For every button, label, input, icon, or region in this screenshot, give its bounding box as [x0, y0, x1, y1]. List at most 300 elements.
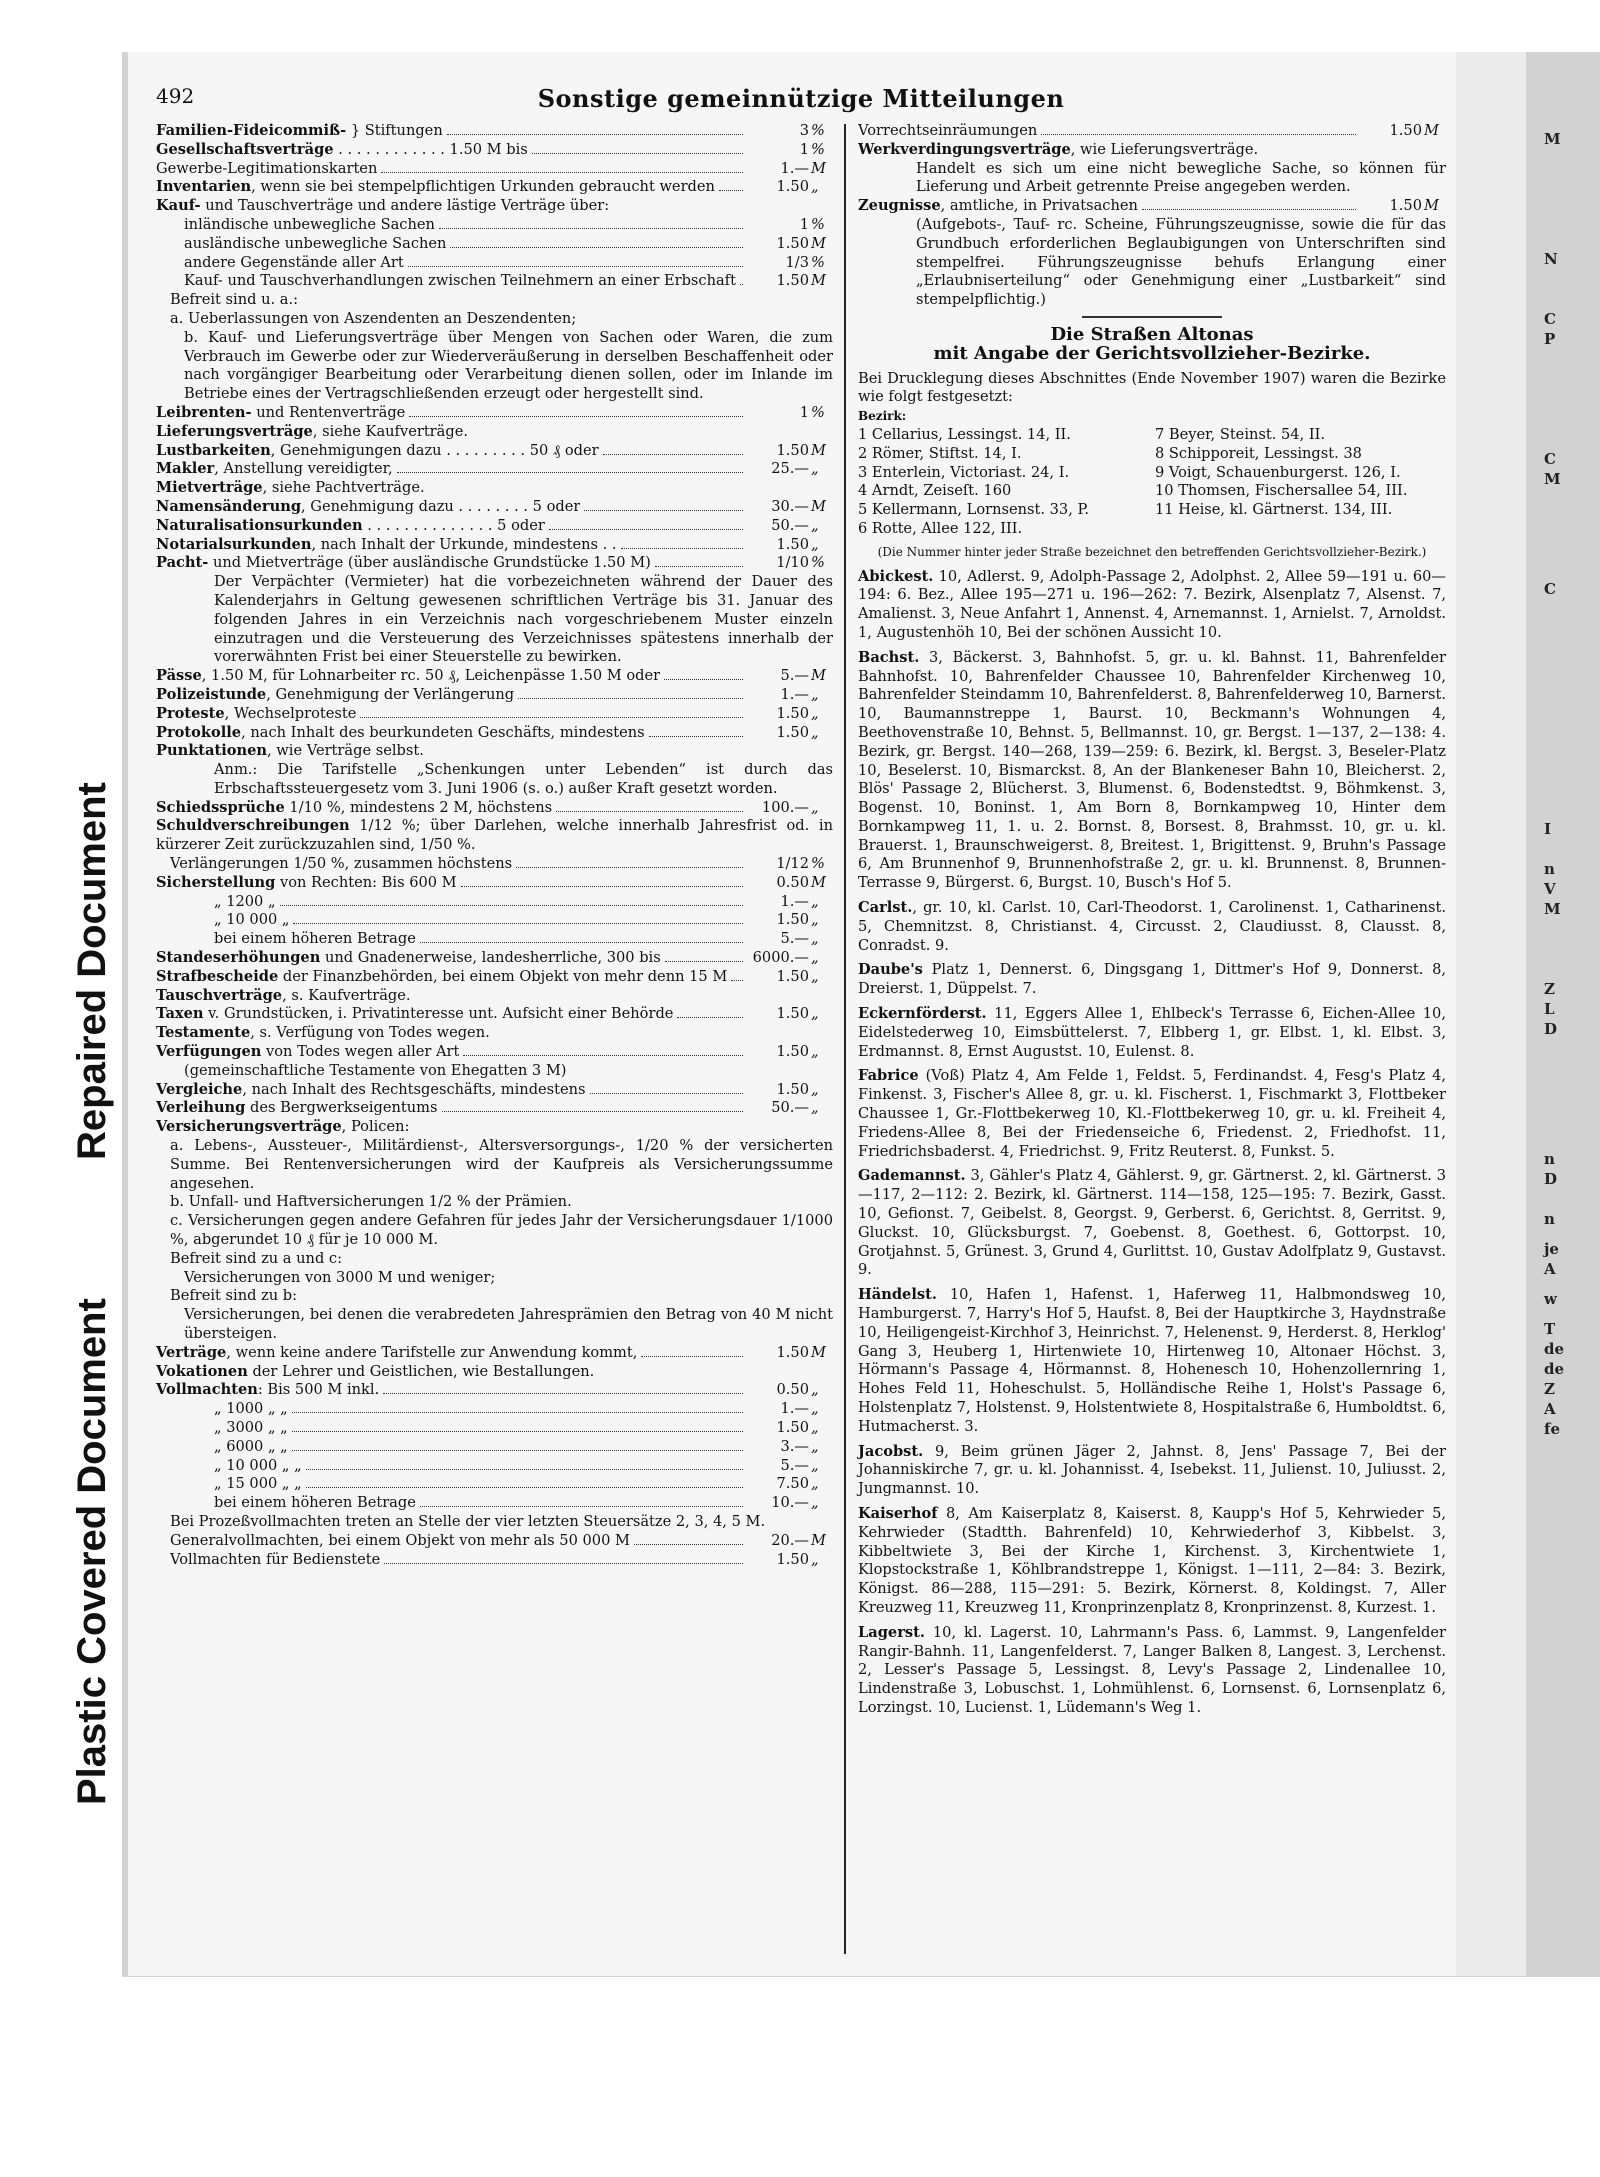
- street-headword: Eckernförderst.: [858, 1005, 987, 1023]
- tariff-entry-row: [156, 536, 833, 555]
- tariff-entry-row: [156, 1287, 833, 1306]
- tariff-entry-unit: „: [811, 1437, 819, 1455]
- tariff-entry-text: Testamente, s. Verfügung von Todes wegen.: [156, 1024, 490, 1042]
- tariff-entry-text: „ 1200 „: [214, 892, 276, 910]
- tariff-entry-headword: Naturalisationsurkunden: [156, 516, 363, 534]
- tariff-entry-text: b. Kauf- und Lieferungsverträge über Mengen von Sachen oder Waren, die zum Verbrauch im Gewerbe oder zur Wiederveräußerung in derselben Beschaffenheit oder nach vorgängiger Bearbeitung oder Verarbeitung dienen sollen, oder im Inlande im Betriebe eines der Vertragschließenden erzeugt oder hergestellt sind.: [184, 328, 833, 403]
- tariff-entry-text: Anm.: Die Tarifstelle „Schenkungen unter Lebenden“ ist durch das Erbschaftssteuergesetz vom 3. Juni 1906 (s. o.) außer Kraft gesetzt worden.: [214, 761, 833, 797]
- tariff-entry-headword: Proteste: [156, 704, 225, 722]
- tariff-entry-value: 1.—: [780, 685, 809, 703]
- tariff-entry-unit: „: [811, 178, 819, 196]
- tariff-entry-unit: „: [811, 1005, 819, 1023]
- tariff-entry-text: Sicherstellung von Rechten: Bis 600 M: [156, 873, 457, 891]
- right-column-top-entries: [858, 122, 1446, 310]
- tariff-entry-unit: „: [811, 1080, 819, 1098]
- tariff-entry-row: [156, 1344, 833, 1363]
- tariff-entry-value: 5.—: [780, 1456, 809, 1474]
- adjacent-page-letter: L: [1544, 1000, 1555, 1018]
- tariff-entry-unit: „: [811, 723, 819, 741]
- tariff-entry-unit: M: [811, 272, 826, 290]
- tariff-entry-row: [156, 310, 833, 329]
- tariff-entry-headword: Inventarien: [156, 178, 252, 196]
- tariff-entry-headword: Protokolle: [156, 723, 242, 741]
- tariff-entry-headword: Pacht-: [156, 554, 209, 572]
- tariff-entry-text: Inventarien, wenn sie bei stempelpflichtigen Urkunden gebraucht werden: [156, 178, 715, 196]
- leader-dots: [447, 122, 743, 135]
- tariff-entry-text: Verfügungen von Todes wegen aller Art: [156, 1043, 460, 1061]
- tariff-entry-text: Versicherungen von 3000 M und weniger;: [184, 1268, 496, 1286]
- leader-dots: [450, 235, 743, 248]
- tariff-entry-text: Familien-Fideicommiß- } Stiftungen: [156, 122, 443, 139]
- tariff-entry-value: 6000.—: [752, 949, 809, 967]
- tariff-entry-headword: Verfügungen: [156, 1043, 262, 1061]
- tariff-entry-value: 25.—: [771, 460, 809, 478]
- tariff-entry-text: „ 6000 „ „: [214, 1437, 288, 1455]
- tariff-entry-row: [156, 1024, 833, 1043]
- adjacent-page-letter: Z: [1544, 1380, 1555, 1398]
- adjacent-page-letter: M: [1544, 470, 1561, 488]
- tariff-entry-row: [156, 1551, 833, 1570]
- tariff-entry-text: Notarialsurkunden, nach Inhalt der Urkunde, mindestens . .: [156, 535, 617, 553]
- tariff-entry-text: Vorrechtseinräumungen: [858, 122, 1038, 139]
- tariff-entry-row: [156, 1118, 833, 1137]
- tariff-entry-headword: Notarialsurkunden: [156, 535, 312, 553]
- district-entry: 6 Rotte, Allee 122, III.: [858, 519, 1023, 537]
- tariff-entry-row: [156, 442, 833, 461]
- tariff-entry-unit: %: [811, 215, 825, 233]
- repaired-document-label: Repaired Document: [70, 782, 114, 1160]
- tariff-entry-unit: M: [811, 1531, 826, 1549]
- tariff-entry-value: 1.—: [780, 159, 809, 177]
- tariff-entry-row: [858, 122, 1446, 141]
- tariff-entry-unit: „: [811, 685, 819, 703]
- column-divider: [844, 124, 846, 1954]
- tariff-entry-row: [156, 911, 833, 930]
- tariff-entry-row: [858, 197, 1446, 216]
- leader-dots: [603, 442, 743, 455]
- tariff-entry-text: bei einem höheren Betrage: [214, 930, 416, 948]
- tariff-entry-unit: M: [811, 159, 826, 177]
- tariff-entry-row: [858, 160, 1446, 198]
- tariff-entry-text: Der Verpächter (Vermieter) hat die vorbezeichneten während der Dauer des Kalenderjahrs in Geltung gewesenen schriftlichen Verträge bis 31. Januar des folgenden Jahres in ein Verzeichnis nach vorgeschriebenem Muster einzeln einzutragen und die Versteuerung des Verzeichnisses spätestens innerhalb der vorerwähnten Frist bei einer Steuerstelle zu bewirken.: [214, 573, 833, 666]
- tariff-entry-row: [156, 517, 833, 536]
- tariff-entry-text: „ 10 000 „ „: [214, 1456, 302, 1474]
- tariff-entry-value: 1: [799, 403, 809, 421]
- tariff-entry-headword: Schuldverschreibungen: [156, 817, 350, 835]
- leader-dots: [677, 1005, 743, 1018]
- tariff-entry-text: (gemeinschaftliche Testamente von Ehegatten 3 M): [184, 1061, 567, 1079]
- tariff-entry-unit: %: [811, 253, 825, 271]
- street-entry: Gademannst. 3, Gähler's Platz 4, Gählerst. 9, gr. Gärtnerst. 2, kl. Gärtnerst. 3—117, 2—112: 2. Bezirk, kl. Gärtnerst. 114—158, 125—195: 7. Bezirk, Gasst. 10, Gefionst. 7, Geibelst. 8, Georgst. 9, Gerberst. 6, Gerichtst. 8, Gerritst. 9, Gluckst. 10, Glücksburgst. 7, Goebenst. 8, Goethest. 6, Gottorpst. 10, Grotjahnst. 5, Grünest. 3, Grund 4, Gurlittst. 10, Gustav Adolfplatz 9, Gustavst. 9.: [858, 1167, 1446, 1279]
- tariff-entry-unit: „: [811, 1550, 819, 1568]
- tariff-entry-row: [156, 254, 833, 273]
- adjacent-page-letter: de: [1544, 1340, 1565, 1358]
- leader-dots: [439, 216, 743, 229]
- street-entry: Abickest. 10, Adlerst. 9, Adolph-Passage 2, Adolphst. 2, Allee 59—191 u. 60—194: 6. Bez., Allee 195—271 u. 196—262: 7. Bezirk, Alsenplatz 7, Alsenst. 7, Amalienst. 3, Neue Anfahrt 1, Annenst. 4, Arnemannst. 1, Arnielst. 7, Arnoldst. 1, Augustenhöh 10, Bei der schönen Aussicht 10.: [858, 567, 1446, 641]
- tariff-entry-headword: Verträge: [156, 1343, 227, 1361]
- tariff-entry-value: 1.50: [776, 234, 809, 252]
- street-entry: Lagerst. 10, kl. Lagerst. 10, Lahrmann's Pass. 6, Lammst. 9, Langenfelder Rangir-Bahnh. 11, Langenfelderst. 7, Langer Balken 8, Langest. 3, Lerchenst. 2, Lesser's Passage 5, Lessingst. 8, Levy's Passage 2, Lindenallee 10, Lindenstraße 3, Lobuschst. 1, Lohmühlenst. 6, Lornsenst. 6, Lornsenplatz 6, Lorzingst. 10, Lucienst. 1, Lüdemann's Weg 1.: [858, 1623, 1446, 1716]
- streets-subtitle: mit Angabe der Gerichtsvollzieher-Bezirke.: [933, 342, 1371, 364]
- tariff-entry-row: [156, 949, 833, 968]
- tariff-entry-value: 1.50: [776, 704, 809, 722]
- tariff-entry-row: [858, 141, 1446, 160]
- street-entry: Kaiserhof 8, Am Kaiserplatz 8, Kaiserst. 8, Kaupp's Hof 5, Kehrwieder 5, Kehrwieder (Stadtth. Bahrenfeld) 10, Kehrwiederhof 3, Kibbelst. 3, Kibbeltwiete 3, Bei der Kirche 1, Kirchenst. 3, Kirchentwiete 1, Klopstockstraße 1, Köhlbrandstreppe 1, Königst. 1—111, 2—84: 3. Bezirk, Königst. 86—288, 115—291: 5. Bezirk, Körnerst. 8, Koldingst. 7, Aller Kreuzweg 11, Kreuzweg 11, Kronprinzenplatz 8, Kronprinzenst. 8, Kurzest. 1.: [858, 1504, 1446, 1616]
- tariff-entry-row: [156, 1438, 833, 1457]
- tariff-entry-text: „ 10 000 „: [214, 911, 290, 929]
- tariff-entry-text: Punktationen, wie Verträge selbst.: [156, 742, 424, 760]
- tariff-entry-text: Pässe, 1.50 M, für Lohnarbeiter rc. 50 ₰, Leichenpässe 1.50 M oder: [156, 667, 661, 685]
- tariff-entry-unit: %: [811, 855, 825, 873]
- tariff-entry-row: [156, 1005, 833, 1024]
- tariff-entry-value: 1/3: [785, 253, 809, 271]
- tariff-entry-headword: Standeserhöhungen: [156, 949, 321, 967]
- adjacent-page-letter: n: [1544, 1150, 1555, 1168]
- tariff-entry-text: Lieferungsverträge, siehe Kaufverträge.: [156, 422, 468, 440]
- tariff-entry-row: [156, 724, 833, 743]
- tariff-entry-text: Mietverträge, siehe Pachtverträge.: [156, 479, 425, 497]
- adjacent-page-letter: C: [1544, 450, 1556, 468]
- leader-dots: [655, 554, 743, 567]
- tariff-entry-value: 1.50: [776, 272, 809, 290]
- tariff-entry-row: [156, 423, 833, 442]
- tariff-entry-value: 100.—: [761, 798, 809, 816]
- tariff-entry-text: Standeserhöhungen und Gnadenerweise, landesherrliche, 300 bis: [156, 949, 661, 967]
- street-headword: Fabrice: [858, 1067, 919, 1085]
- districts-right: [1155, 426, 1446, 539]
- street-entry: Bachst. 3, Bäckerst. 3, Bahnhofst. 5, gr. u. kl. Bahnst. 11, Bahrenfelder Bahnhofst. 10, Bahrenfelder Chaussee 10, Bahrenfelder Kirchenweg 10, Bahrenfelder Steindamm 10, Bahrenfelderst. 8, Bahrenfelderweg 10, Barnerst. 10, Baumannstreppe 1, Baurst. 10, Beckmann's Wohnungen 4, Beethovenstraße 10, Behnst. 5, Bellmannst. 10, gr. Bergst. 1—137, 2—138: 4. Bezirk, gr. Bergst. 140—268, 139—259: 6. Bezirk, kl. Bergst. 3, Beseler-Platz 10, Beselerst. 10, Bismarckst. 8, An der Blankeneser Bahn 10, Bleicherst. 2, Blös' Passage 2, Blücherst. 3, Blumenst. 6, Bodenstedtst. 9, Böhmkenst. 3, Bogenst. 10, Boninst. 1, Am Born 8, Bornkampweg 10, Hinter dem Bornkampweg 11, 1. u. 2. Bornst. 8, Borsest. 8, Brahmsst. 10, gr. u. kl. Brauerst. 1, Braunschweigerst. 8, Breitest. 1, Brigittenst. 9, Bruhn's Passage 6, Am Brunnenhof 9, Brunnenhofstraße 2, gr. u. kl. Brunnenst. 8, Brunnen-Terrasse 9, Bürgerst. 6, Burgst. 10, Busch's Hof 5.: [858, 648, 1446, 892]
- leader-dots: [397, 460, 743, 473]
- adjacent-page-letter: I: [1544, 820, 1552, 838]
- leader-dots: [383, 1381, 743, 1394]
- tariff-entry-unit: „: [811, 535, 819, 553]
- tariff-entry-row: [156, 329, 833, 404]
- tariff-entry-unit: „: [811, 1475, 819, 1493]
- tariff-entry-value: 1.50: [1389, 122, 1422, 139]
- tariff-entry-row: [156, 178, 833, 197]
- tariff-entry-text: inländische unbewegliche Sachen: [184, 215, 435, 233]
- tariff-entry-text: Bei Prozeßvollmachten treten an Stelle der vier letzten Steuersätze 2, 3, 4, 5 M.: [170, 1512, 766, 1530]
- tariff-entry-unit: „: [811, 1043, 819, 1061]
- tariff-entry-row: [156, 893, 833, 912]
- district-entry: 9 Voigt, Schauenburgerst. 126, I.: [1155, 463, 1401, 481]
- page-number: 492: [156, 84, 195, 108]
- tariff-entry-text: Verlängerungen 1/50 %, zusammen höchstens: [170, 855, 513, 873]
- street-entry: Carlst., gr. 10, kl. Carlst. 10, Carl-Theodorst. 1, Carolinenst. 1, Catharinenst. 5, Chemnitzst. 8, Christianst. 4, Circusst. 2, Claudiusst. 8, Clausst. 8, Conradst. 9.: [858, 899, 1446, 954]
- tariff-entry-row: [156, 1400, 833, 1419]
- districts-left: [858, 426, 1149, 539]
- leader-dots: [293, 911, 743, 924]
- district-entry: 3 Enterlein, Victoriast. 24, I.: [858, 463, 1070, 481]
- tariff-entry-headword: Mietverträge: [156, 479, 263, 497]
- leader-dots: [280, 893, 743, 906]
- adjacent-page-letter: A: [1544, 1400, 1556, 1418]
- tariff-entry-unit: M: [811, 497, 826, 515]
- street-headword: Abickest.: [858, 567, 934, 585]
- leader-dots: [740, 272, 743, 285]
- tariff-entry-text: c. Versicherungen gegen andere Gefahren für jedes Jahr der Versicherungsdauer 1/1000 %, abgerundet 10 ₰ für je 10 000 M.: [170, 1212, 833, 1249]
- leader-dots: [719, 178, 743, 191]
- tariff-entry-row: [156, 1363, 833, 1382]
- leader-dots: [649, 724, 743, 737]
- adjacent-page-letter: n: [1544, 860, 1555, 878]
- tariff-entry-headword: Zeugnisse: [858, 197, 941, 215]
- tariff-entry-unit: „: [811, 460, 819, 478]
- districts-label: Bezirk:: [858, 409, 907, 424]
- tariff-entry-unit: M: [811, 441, 826, 459]
- tariff-entry-row: [156, 1250, 833, 1269]
- street-entry: Fabrice (Voß) Platz 4, Am Felde 1, Feldst. 5, Ferdinandst. 4, Fesg's Platz 4, Finkenst. 3, Fischer's Allee 8, gr. u. kl. Fischerst. 1, Fischmarkt 3, Flottbeker Chaussee 1, Gr.-Flottbekerweg 10, Kl.-Flottbekerweg 10, gr. u. kl. Freiheit 4, Friedens-Allee 8, Bei der Friedenseiche 6, Friedenst. 2, Friedhofst. 11, Friedrichsbaderst. 4, Friedrichst. 9, Fritz Reuterst. 8, Funkst. 5.: [858, 1067, 1446, 1160]
- tariff-entry-row: [156, 1532, 833, 1551]
- street-headword: Kaiserhof: [858, 1504, 938, 1522]
- leader-dots: [641, 1344, 743, 1357]
- tariff-entry-unit: „: [811, 911, 819, 929]
- adjacent-page-letter: P: [1544, 330, 1556, 348]
- tariff-entry-value: 1.50: [1389, 197, 1422, 215]
- tariff-entry-value: 1.50: [776, 1550, 809, 1568]
- tariff-entry-text: Protokolle, nach Inhalt des beurkundeten Geschäfts, mindestens: [156, 723, 645, 741]
- tariff-entry-value: 1.—: [780, 1400, 809, 1418]
- tariff-entry-text: Handelt es sich um eine nicht bewegliche Sache, so können für Lieferung und Arbeit getrennte Preise angegeben werden.: [916, 159, 1446, 196]
- tariff-entry-row: [156, 1043, 833, 1062]
- running-head: Sonstige gemeinnützige Mitteilungen: [537, 84, 1065, 113]
- tariff-entry-unit: „: [811, 1418, 819, 1436]
- tariff-entry-text: Gewerbe-Legitimationskarten: [156, 159, 378, 177]
- tariff-entry-unit: M: [1424, 122, 1439, 139]
- tariff-entry-text: Naturalisationsurkunden . . . . . . . . . . . . . . 5 oder: [156, 516, 545, 534]
- tariff-entry-row: [156, 197, 833, 216]
- tariff-entry-value: 1.50: [776, 535, 809, 553]
- leader-dots: [408, 254, 743, 267]
- adjacent-page-letter: V: [1544, 880, 1556, 898]
- tariff-entry-row: [156, 1419, 833, 1438]
- tariff-entry-row: [156, 742, 833, 761]
- tariff-entry-text: Strafbescheide der Finanzbehörden, bei einem Objekt von mehr denn 15 M: [156, 967, 728, 985]
- tariff-entry-unit: „: [811, 1456, 819, 1474]
- districts-note: (Die Nummer hinter jeder Straße bezeichnet den betreffenden Gerichtsvollzieher-Bezirk.): [877, 544, 1427, 559]
- tariff-entry-value: 3.—: [780, 1437, 809, 1455]
- tariff-entry-headword: Gesellschaftsverträge: [156, 140, 334, 158]
- tariff-entry-value: 30.—: [771, 497, 809, 515]
- district-entry: 8 Schipporeit, Lessingst. 38: [1155, 444, 1362, 462]
- tariff-entry-headword: Taxen: [156, 1005, 204, 1023]
- street-headword: Carlst.: [858, 899, 913, 917]
- district-entry: 7 Beyer, Steinst. 54, II.: [1155, 425, 1326, 443]
- tariff-entry-text: Vollmachten für Bedienstete: [170, 1550, 381, 1568]
- street-entry: Jacobst. 9, Beim grünen Jäger 2, Jahnst. 8, Jens' Passage 7, Bei der Johanniskirche 7, gr. u. kl. Johannisst. 4, Isebekst. 11, Julienst. 10, Juliusst. 2, Jungmannst. 10.: [858, 1442, 1446, 1498]
- tariff-entry-row: [156, 1513, 833, 1532]
- adjacent-page-letter: N: [1544, 250, 1558, 268]
- leader-dots: [584, 498, 743, 511]
- street-headword: Jacobst.: [858, 1442, 924, 1460]
- tariff-entry-row: [156, 1269, 833, 1288]
- tariff-entry-row: [156, 686, 833, 705]
- tariff-entry-row: [858, 216, 1446, 310]
- tariff-entry-text: a. Ueberlassungen von Aszendenten an Deszendenten;: [170, 309, 577, 327]
- adjacent-page-letter: D: [1544, 1170, 1558, 1188]
- tariff-entry-headword: Tauschverträge: [156, 986, 283, 1004]
- tariff-entry-row: [156, 291, 833, 310]
- tariff-entry-value: 5.—: [780, 667, 809, 685]
- leader-dots: [634, 1532, 743, 1545]
- tariff-entry-value: 5.—: [780, 930, 809, 948]
- leader-dots: [306, 1457, 743, 1470]
- tariff-entry-text: a. Lebens-, Aussteuer-, Militärdienst-, Altersversorgungs-, 1/20 % der versicherten Summe. Bei Rentenversicherungen wird der Kaufpreis als Versicherungssumme angesehen.: [170, 1137, 833, 1192]
- adjacent-page-letter: C: [1544, 580, 1556, 598]
- tariff-entry-unit: „: [811, 1099, 819, 1117]
- tariff-entry-row: [156, 235, 833, 254]
- tariff-entry-row: [156, 1457, 833, 1476]
- tariff-entry-row: [156, 1137, 833, 1193]
- leader-dots: [590, 1081, 743, 1094]
- adjacent-page-letter: D: [1544, 1020, 1558, 1038]
- tariff-entry-text: Schuldverschreibungen 1/12 %; über Darlehen, welche innerhalb Jahresfrist od. in kürzerer Zeit zurückzuzahlen sind, 1/50 %.: [156, 817, 833, 854]
- tariff-entry-text: Lustbarkeiten, Genehmigungen dazu . . . . . . . . . 50 ₰ oder: [156, 441, 599, 459]
- tariff-entry-row: [156, 122, 833, 141]
- adjacent-page-letter: de: [1544, 1360, 1565, 1378]
- leader-dots: [731, 968, 743, 981]
- tariff-entry-text: Befreit sind zu a und c:: [170, 1249, 343, 1267]
- tariff-entry-value: 1.50: [776, 178, 809, 196]
- tariff-entry-text: „ 1000 „ „: [214, 1400, 288, 1418]
- leader-dots: [292, 1438, 743, 1451]
- tariff-entry-row: [156, 141, 833, 160]
- adjacent-page-letter: A: [1544, 1260, 1556, 1278]
- street-headword: Lagerst.: [858, 1623, 925, 1641]
- tariff-entry-unit: „: [811, 798, 819, 816]
- tariff-entry-value: 1.50: [776, 723, 809, 741]
- adjacent-page-letter: C: [1544, 310, 1556, 328]
- leader-dots: [549, 517, 743, 530]
- leader-dots: [442, 1099, 743, 1112]
- leader-dots: [420, 1494, 743, 1507]
- district-entry: 11 Heise, kl. Gärtnerst. 134, III.: [1155, 501, 1393, 519]
- tariff-entry-headword: Vokationen: [156, 1362, 248, 1380]
- tariff-entry-unit: „: [811, 930, 819, 948]
- tariff-entry-text: Polizeistunde, Genehmigung der Verlängerung: [156, 685, 515, 703]
- tariff-entry-row: [156, 1381, 833, 1400]
- adjacent-page-letter: je: [1544, 1240, 1559, 1258]
- streets-intro: Bei Drucklegung dieses Abschnittes (Ende November 1907) waren die Bezirke wie folgt festgesetzt:: [858, 369, 1446, 406]
- tariff-entry-headword: Makler: [156, 460, 215, 478]
- tariff-entry-unit: M: [1424, 197, 1439, 215]
- tariff-entry-unit: %: [811, 554, 825, 572]
- tariff-entry-text: Kauf- und Tauschverhandlungen zwischen Teilnehmern an einer Erbschaft: [184, 272, 736, 290]
- left-column: [156, 122, 833, 1569]
- tariff-entry-value: 1.50: [776, 967, 809, 985]
- districts-table: [858, 426, 1446, 539]
- tariff-entry-row: [156, 1494, 833, 1513]
- leader-dots: [1041, 122, 1356, 135]
- tariff-entry-value: 50.—: [771, 516, 809, 534]
- tariff-entry-headword: Namensänderung: [156, 497, 302, 515]
- tariff-entry-row: [156, 817, 833, 855]
- leader-dots: [292, 1419, 743, 1432]
- leader-dots: [463, 1043, 743, 1056]
- tariff-entry-headword: Schiedssprüche: [156, 798, 285, 816]
- tariff-entry-unit: %: [811, 122, 825, 139]
- streets-title: Die Straßen Altonas: [1050, 323, 1254, 345]
- adjacent-page-letter: M: [1544, 900, 1561, 918]
- tariff-entry-text: Befreit sind u. a.:: [170, 291, 299, 309]
- tariff-entry-row: [156, 1475, 833, 1494]
- tariff-entry-value: 50.—: [771, 1099, 809, 1117]
- leader-dots: [621, 536, 743, 549]
- leader-dots: [420, 930, 743, 943]
- section-separator: [1082, 316, 1222, 318]
- tariff-entry-row: [156, 667, 833, 686]
- tariff-entry-row: [156, 761, 833, 799]
- tariff-entry-text: Tauschverträge, s. Kaufverträge.: [156, 986, 411, 1004]
- tariff-entry-text: Verleihung des Bergwerkseigentums: [156, 1099, 438, 1117]
- adjacent-page-letter: T: [1544, 1320, 1556, 1338]
- tariff-entry-value: 1.50: [776, 1343, 809, 1361]
- tariff-entry-value: 1: [799, 215, 809, 233]
- tariff-entry-value: 1/10: [776, 554, 809, 572]
- tariff-entry-headword: Pässe: [156, 667, 202, 685]
- tariff-entry-unit: „: [811, 1381, 819, 1399]
- tariff-entry-row: [156, 1212, 833, 1250]
- tariff-entry-unit: „: [811, 1400, 819, 1418]
- leader-dots: [665, 949, 743, 962]
- tariff-entry-value: 7.50: [776, 1475, 809, 1493]
- tariff-entry-row: [156, 855, 833, 874]
- tariff-entry-text: Makler, Anstellung vereidigter,: [156, 460, 393, 478]
- adjacent-page-letter: w: [1544, 1290, 1557, 1308]
- district-entry: 10 Thomsen, Fischersallee 54, III.: [1155, 482, 1408, 500]
- tariff-entry-text: Versicherungen, bei denen die verabredeten Jahresprämien den Betrag von 40 M nicht übersteigen.: [184, 1306, 833, 1342]
- tariff-entry-value: 0.50: [776, 873, 809, 891]
- adjacent-page-edge: [1456, 52, 1526, 1976]
- leader-dots: [516, 855, 743, 868]
- tariff-entry-headword: Versicherungsverträge: [156, 1118, 342, 1136]
- tariff-entry-unit: M: [811, 873, 826, 891]
- tariff-entry-headword: Lieferungsverträge: [156, 422, 313, 440]
- tariff-entry-headword: Punktationen: [156, 742, 268, 760]
- tariff-entry-unit: M: [811, 1343, 826, 1361]
- tariff-entry-unit: „: [811, 967, 819, 985]
- tariff-entry-text: Zeugnisse, amtliche, in Privatsachen: [858, 197, 1138, 215]
- leader-dots: [518, 686, 743, 699]
- tariff-entry-row: [156, 987, 833, 1006]
- tariff-entry-row: [156, 216, 833, 235]
- leader-dots: [461, 874, 743, 887]
- tariff-entry-headword: Testamente: [156, 1024, 251, 1042]
- tariff-entry-headword: Vollmachten: [156, 1381, 258, 1399]
- tariff-entry-value: 1.50: [776, 1080, 809, 1098]
- leader-dots: [556, 799, 743, 812]
- tariff-entry-row: [156, 1062, 833, 1081]
- tariff-entry-text: (Aufgebots-, Tauf- rc. Scheine, Führungszeugnisse, sowie die für das Grundbuch erforderlichen Beglaubigungen von Unterschriften sind stempelfrei. Führungszeugnisse behufs Erlangung einer „Erlaubniserteilung“ oder Genehmigung einer „Lustbarkeit“ sind stempelpflichtig.): [916, 215, 1446, 309]
- tariff-entry-text: Proteste, Wechselproteste: [156, 704, 357, 722]
- tariff-entry-unit: „: [811, 892, 819, 910]
- tariff-entry-unit: „: [811, 704, 819, 722]
- tariff-entry-value: 20.—: [771, 1531, 809, 1549]
- tariff-entry-row: [156, 874, 833, 893]
- tariff-entry-headword: Kauf-: [156, 197, 201, 215]
- tariff-entry-row: [156, 1193, 833, 1212]
- tariff-entry-headword: Leibrenten-: [156, 403, 252, 421]
- document-page: [128, 52, 1526, 1976]
- tariff-entry-headword: Werkverdingungsverträge: [858, 140, 1071, 158]
- adjacent-page-letter: Z: [1544, 980, 1555, 998]
- street-entry: Händelst. 10, Hafen 1, Hafenst. 1, Haferweg 11, Halbmondsweg 10, Hamburgerst. 7, Harry's Hof 5, Haufst. 8, Bei der Hauptkirche 3, Haydnstraße 10, Heiligengeist-Kirchhof 3, Heinrichst. 7, Helenenst. 9, Herderst. 8, Herklog' Gang 3, Heuberg 1, Hirtenwiete 10, Hirtenweg 10, Altonaer Höchst. 3, Hörmann's Passage 4, Hörmannst. 8, Hohenesch 10, Hohenzollernring 1, Hohes Feld 11, Hoheschulst. 5, Holländische Reihe 1, Holst's Passage 6, Holstenplatz 7, Holstenst. 9, Holstentwiete 8, Hospitalstraße 6, Humboldtst. 6, Hutmacherst. 3.: [858, 1286, 1446, 1435]
- street-entries: [858, 568, 1446, 1718]
- tariff-entry-unit: „: [811, 949, 819, 967]
- district-entry: 5 Kellermann, Lornsenst. 33, P.: [858, 501, 1089, 519]
- tariff-entry-text: bei einem höheren Betrage: [214, 1494, 416, 1512]
- leader-dots: [532, 141, 743, 154]
